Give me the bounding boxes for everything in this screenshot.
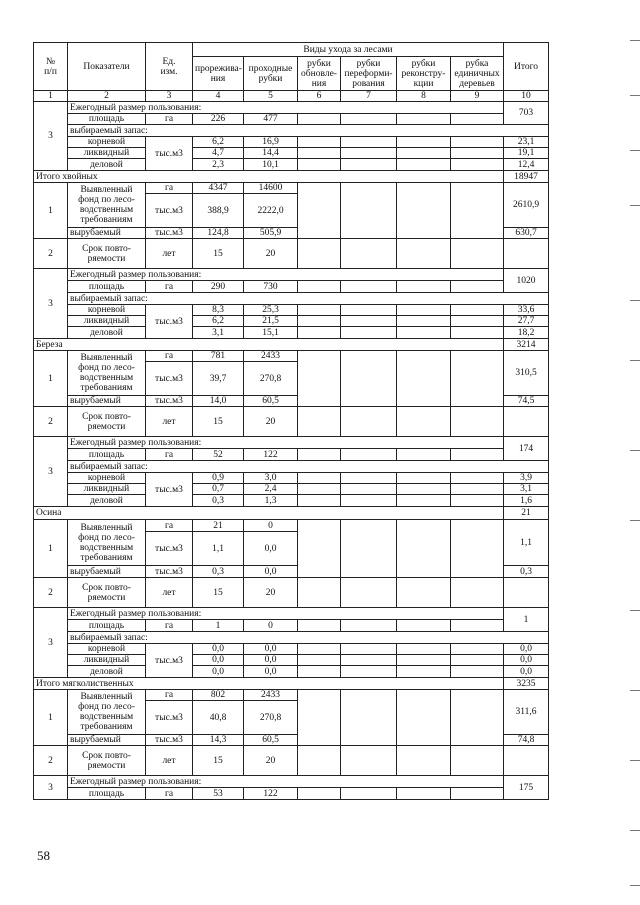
identified-label: Выявленный фонд по лесо- водственным требованиям (68, 183, 146, 228)
value-cell: 15 (193, 746, 244, 776)
root-row (34, 305, 549, 316)
header-type: рубки переформи- рования (341, 57, 397, 91)
header-types-title: Виды ухода за лесами (193, 43, 504, 57)
period-label: Срок повто- ряемости (68, 239, 146, 269)
value-cell: 60,5 (244, 396, 298, 407)
period-label: Срок повто- ряемости (68, 407, 146, 437)
value-cell: 781 (193, 351, 244, 362)
value-cell: 10,1 (244, 159, 298, 171)
value-cell: 1,1 (193, 532, 244, 566)
column-number: 1 (34, 91, 68, 102)
annual-size-label: Ежегодный размер пользования: (68, 269, 504, 281)
value-cell: 20 (244, 746, 298, 776)
row-num: 2 (34, 407, 68, 437)
unit-cell: тыс.м3 (146, 396, 193, 407)
liquid-label: ликвидный (68, 316, 146, 327)
value-cell: 270,8 (244, 362, 298, 396)
unit-cell: лет (146, 578, 193, 608)
identified-label: Выявленный фонд по лесо- водственным требованиям (68, 351, 146, 396)
section-title: Итого хвойных (34, 171, 504, 183)
value-cell: 20 (244, 407, 298, 437)
value-cell: 1 (193, 620, 244, 632)
business-row (34, 159, 549, 171)
scan-edge-mark (630, 205, 640, 206)
value-cell: 4,7 (193, 148, 244, 159)
selected-stock-label: выбираемый запас: (68, 632, 549, 644)
value-cell: 1,3 (244, 495, 298, 507)
identified-row (34, 183, 549, 194)
value-cell: 4347 (193, 183, 244, 194)
identified-row (34, 520, 549, 532)
stock-row (34, 293, 549, 305)
root-row (34, 473, 549, 484)
value-cell: 20 (244, 578, 298, 608)
scan-edge-mark (630, 885, 640, 886)
annual-row (34, 269, 549, 281)
header-type: прорежива- ния (193, 57, 244, 91)
value-cell: 20 (244, 239, 298, 269)
value-cell: 0,3 (193, 566, 244, 578)
total-cell: 3214 (504, 339, 549, 351)
total-cell: 1 (504, 608, 549, 632)
value-cell: 15 (193, 407, 244, 437)
total-cell: 18,2 (504, 327, 549, 339)
area-label: площадь (68, 449, 146, 461)
value-cell: 0,0 (193, 666, 244, 678)
annual-row (34, 776, 549, 788)
value-cell: 40,8 (193, 701, 244, 735)
liquid-row (34, 316, 549, 327)
value-cell: 730 (244, 281, 298, 293)
row-num: 2 (34, 578, 68, 608)
value-cell: 477 (244, 114, 298, 125)
row-num: 3 (34, 608, 68, 678)
business-row (34, 327, 549, 339)
value-cell: 2433 (244, 351, 298, 362)
unit-cell: лет (146, 239, 193, 269)
period-row (34, 407, 549, 437)
total-cell: 630,7 (504, 228, 549, 239)
unit-cell: тыс.м3 (146, 362, 193, 396)
value-cell: 2222,0 (244, 194, 298, 228)
scan-edge-mark (630, 450, 640, 451)
total-cell: 33,6 (504, 305, 549, 316)
liquid-row (34, 484, 549, 495)
header-row (34, 43, 549, 57)
value-cell: 0,0 (244, 644, 298, 655)
scan-edge-mark (630, 760, 640, 761)
value-cell: 124,8 (193, 228, 244, 239)
area-row (34, 449, 549, 461)
row-num: 2 (34, 239, 68, 269)
period-row (34, 239, 549, 269)
annual-size-label: Ежегодный размер пользования: (68, 608, 504, 620)
value-cell: 2,4 (244, 484, 298, 495)
value-cell: 388,9 (193, 194, 244, 228)
identified-row (34, 351, 549, 362)
liquid-row (34, 148, 549, 159)
row-num: 1 (34, 351, 68, 407)
column-number: 7 (341, 91, 397, 102)
area-row (34, 114, 549, 125)
value-cell: 270,8 (244, 701, 298, 735)
column-number: 5 (244, 91, 298, 102)
unit-cell: лет (146, 407, 193, 437)
row-num: 3 (34, 776, 68, 800)
unit-cell: га (146, 690, 193, 701)
row-num: 2 (34, 746, 68, 776)
annual-size-label: Ежегодный размер пользования: (68, 102, 504, 114)
area-label: площадь (68, 114, 146, 125)
total-cell: 12,4 (504, 159, 549, 171)
value-cell: 505,9 (244, 228, 298, 239)
column-number: 2 (68, 91, 146, 102)
header-indicator: Показатели (68, 43, 146, 91)
unit-cell: га (146, 351, 193, 362)
total-cell: 0,3 (504, 566, 549, 578)
value-cell: 3,0 (244, 473, 298, 484)
business-row (34, 495, 549, 507)
unit-cell: тыс.м3 (146, 305, 193, 339)
value-cell: 52 (193, 449, 244, 461)
row-num: 1 (34, 183, 68, 239)
unit-cell: тыс.м3 (146, 566, 193, 578)
unit-cell: тыс.м3 (146, 735, 193, 746)
value-cell: 0,0 (244, 655, 298, 666)
header-unit: Ед. изм. (146, 43, 193, 91)
total-cell: 310,5 (504, 351, 549, 396)
area-label: площадь (68, 620, 146, 632)
value-cell: 0 (244, 520, 298, 532)
value-cell: 21 (193, 520, 244, 532)
row-num: 3 (34, 269, 68, 339)
annual-row (34, 102, 549, 114)
value-cell: 122 (244, 449, 298, 461)
value-cell: 6,2 (193, 137, 244, 148)
value-cell: 14,3 (193, 735, 244, 746)
section-title-row (34, 339, 549, 351)
value-cell: 0,0 (244, 532, 298, 566)
value-cell: 122 (244, 788, 298, 800)
total-cell: 0,0 (504, 655, 549, 666)
unit-cell: тыс.м3 (146, 137, 193, 171)
total-cell: 3235 (504, 678, 549, 690)
value-cell: 3,1 (193, 327, 244, 339)
unit-cell: га (146, 281, 193, 293)
total-cell: 1,1 (504, 520, 549, 566)
section-title: Осина (34, 507, 504, 520)
value-cell: 226 (193, 114, 244, 125)
selected-stock-label: выбираемый запас: (68, 293, 549, 305)
row-num: 1 (34, 520, 68, 578)
liquid-row (34, 655, 549, 666)
value-cell: 290 (193, 281, 244, 293)
value-cell: 2,3 (193, 159, 244, 171)
unit-cell: га (146, 620, 193, 632)
row-num: 1 (34, 690, 68, 746)
value-cell: 15 (193, 239, 244, 269)
total-cell: 74,8 (504, 735, 549, 746)
header-num: № п/п (34, 43, 68, 91)
period-label: Срок повто- ряемости (68, 746, 146, 776)
business-label: деловой (68, 666, 146, 678)
header-type: рубки реконстру- кции (397, 57, 451, 91)
header-type: проходные рубки (244, 57, 298, 91)
unit-cell: тыс.м3 (146, 701, 193, 735)
stock-row (34, 632, 549, 644)
value-cell: 25,3 (244, 305, 298, 316)
cut-label: вырубаемый (68, 396, 146, 407)
period-row (34, 578, 549, 608)
business-label: деловой (68, 159, 146, 171)
unit-cell: га (146, 520, 193, 532)
total-cell: 3,1 (504, 484, 549, 495)
value-cell: 0,0 (244, 666, 298, 678)
scan-edge-mark (630, 830, 640, 831)
total-cell: 311,6 (504, 690, 549, 735)
value-cell: 2433 (244, 690, 298, 701)
header-type: рубка единичных деревьев (451, 57, 504, 91)
identified-label: Выявленный фонд по лесо- водственным требованиям (68, 690, 146, 735)
value-cell: 0,0 (244, 566, 298, 578)
cut-label: вырубаемый (68, 735, 146, 746)
identified-label: Выявленный фонд по лесо- водственным требованиям (68, 520, 146, 566)
total-cell: 21 (504, 507, 549, 520)
root-label: корневой (68, 137, 146, 148)
header-type: рубки обновле- ния (298, 57, 341, 91)
business-label: деловой (68, 327, 146, 339)
scan-edge-mark (630, 95, 640, 96)
column-number: 4 (193, 91, 244, 102)
value-cell: 8,3 (193, 305, 244, 316)
value-cell: 0 (244, 620, 298, 632)
value-cell: 16,9 (244, 137, 298, 148)
unit-cell: лет (146, 746, 193, 776)
value-cell: 15 (193, 578, 244, 608)
value-cell: 60,5 (244, 735, 298, 746)
liquid-label: ликвидный (68, 655, 146, 666)
scan-edge-mark (630, 520, 640, 521)
scan-edge-mark (630, 40, 640, 41)
total-cell: 2610,9 (504, 183, 549, 228)
total-cell: 1020 (504, 269, 549, 293)
unit-cell: тыс.м3 (146, 473, 193, 507)
total-cell: 3,9 (504, 473, 549, 484)
unit-cell: тыс.м3 (146, 228, 193, 239)
column-number: 3 (146, 91, 193, 102)
cut-label: вырубаемый (68, 566, 146, 578)
forest-care-table (33, 42, 549, 800)
value-cell: 53 (193, 788, 244, 800)
section-title-row (34, 171, 549, 183)
scan-edge-mark (630, 360, 640, 361)
unit-cell: тыс.м3 (146, 194, 193, 228)
scan-edge-mark (630, 610, 640, 611)
total-cell: 175 (504, 776, 549, 800)
selected-stock-label: выбираемый запас: (68, 461, 549, 473)
stock-row (34, 461, 549, 473)
liquid-label: ликвидный (68, 484, 146, 495)
total-cell: 0,0 (504, 644, 549, 655)
unit-cell: га (146, 788, 193, 800)
value-cell: 14,4 (244, 148, 298, 159)
scan-edge-mark (630, 150, 640, 151)
unit-cell: га (146, 114, 193, 125)
annual-size-label: Ежегодный размер пользования: (68, 776, 504, 788)
period-label: Срок повто- ряемости (68, 578, 146, 608)
total-cell: 23,1 (504, 137, 549, 148)
value-cell: 15,1 (244, 327, 298, 339)
value-cell: 802 (193, 690, 244, 701)
root-label: корневой (68, 473, 146, 484)
scan-edge-mark (630, 690, 640, 691)
value-cell: 0,7 (193, 484, 244, 495)
period-row (34, 746, 549, 776)
scan-edge-mark (630, 300, 640, 301)
selected-stock-label: выбираемый запас: (68, 125, 549, 137)
total-cell: 19,1 (504, 148, 549, 159)
value-cell: 0,3 (193, 495, 244, 507)
annual-size-label: Ежегодный размер пользования: (68, 437, 504, 449)
annual-row (34, 437, 549, 449)
column-number-row (34, 91, 549, 102)
liquid-label: ликвидный (68, 148, 146, 159)
section-title: Береза (34, 339, 504, 351)
value-cell: 0,0 (193, 644, 244, 655)
table-body (34, 43, 549, 800)
total-cell: 27,7 (504, 316, 549, 327)
total-cell: 703 (504, 102, 549, 125)
total-cell: 174 (504, 437, 549, 461)
value-cell: 39,7 (193, 362, 244, 396)
unit-cell: тыс.м3 (146, 644, 193, 678)
section-title-row (34, 678, 549, 690)
area-row (34, 281, 549, 293)
value-cell: 0,9 (193, 473, 244, 484)
area-label: площадь (68, 281, 146, 293)
cut-label: вырубаемый (68, 228, 146, 239)
total-cell: 74,5 (504, 396, 549, 407)
section-title: Итого мягколиственных (34, 678, 504, 690)
row-num: 3 (34, 102, 68, 171)
value-cell: 14600 (244, 183, 298, 194)
column-number: 9 (451, 91, 504, 102)
value-cell: 0,0 (193, 655, 244, 666)
page-number: 58 (37, 848, 50, 863)
column-number: 6 (298, 91, 341, 102)
row-num: 3 (34, 437, 68, 507)
value-cell: 14,0 (193, 396, 244, 407)
area-row (34, 620, 549, 632)
unit-cell: тыс.м3 (146, 532, 193, 566)
total-cell: 0,0 (504, 666, 549, 678)
column-number: 8 (397, 91, 451, 102)
section-title-row (34, 507, 549, 520)
business-label: деловой (68, 495, 146, 507)
area-row (34, 788, 549, 800)
identified-row (34, 690, 549, 701)
business-row (34, 666, 549, 678)
unit-cell: га (146, 449, 193, 461)
value-cell: 21,5 (244, 316, 298, 327)
unit-cell: га (146, 183, 193, 194)
header-total: Итого (504, 43, 549, 91)
root-row (34, 644, 549, 655)
root-label: корневой (68, 305, 146, 316)
total-cell: 1,6 (504, 495, 549, 507)
value-cell: 6,2 (193, 316, 244, 327)
annual-row (34, 608, 549, 620)
total-cell: 18947 (504, 171, 549, 183)
root-label: корневой (68, 644, 146, 655)
root-row (34, 137, 549, 148)
column-number: 10 (504, 91, 549, 102)
stock-row (34, 125, 549, 137)
area-label: площадь (68, 788, 146, 800)
